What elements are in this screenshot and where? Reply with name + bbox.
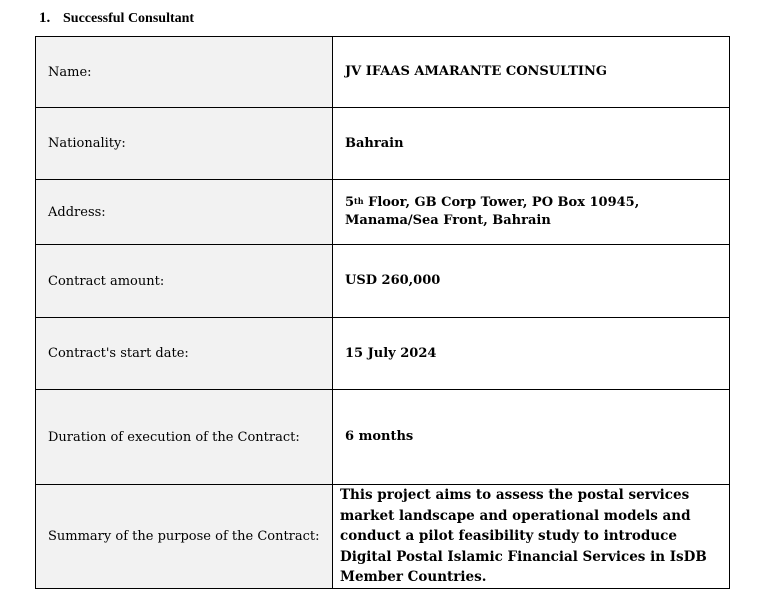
section-title: Successful Consultant: [63, 11, 195, 26]
duration-label: Duration of execution of the Contract:: [36, 390, 333, 485]
name-value: JV IFAAS AMARANTE CONSULTING: [333, 37, 730, 108]
contract-amount-value: USD 260,000: [333, 245, 730, 318]
address-ordinal-suffix: th: [354, 196, 364, 206]
nationality-value: Bahrain: [333, 108, 730, 180]
name-label: Name:: [36, 37, 333, 108]
address-label: Address:: [36, 180, 333, 245]
nationality-label: Nationality:: [36, 108, 333, 180]
start-date-label: Contract's start date:: [36, 318, 333, 390]
start-date-value: 15 July 2024: [333, 318, 730, 390]
section-heading: [39, 10, 194, 27]
summary-label: Summary of the purpose of the Contract:: [36, 485, 333, 589]
table-row: [36, 37, 730, 108]
duration-value: 6 months: [333, 390, 730, 485]
table-row: [36, 485, 730, 589]
table-row: [36, 180, 730, 245]
address-floor-number: 5: [345, 195, 355, 210]
section-number: 1.: [39, 10, 51, 26]
table-row: [36, 245, 730, 318]
contract-amount-label: Contract amount:: [36, 245, 333, 318]
address-value: [333, 180, 730, 245]
table-row: [36, 318, 730, 390]
summary-value: This project aims to assess the postal services market landscape and operational models and conduct a pilot feasibility study to introduce Digital Postal Islamic Financial Services in IsDB Member Countries.: [333, 485, 730, 589]
table-row: [36, 108, 730, 180]
address-rest: Floor, GB Corp Tower, PO Box 10945, Manama/Sea Front, Bahrain: [345, 195, 640, 228]
consultant-info-table: [35, 36, 730, 589]
table-row: [36, 390, 730, 485]
